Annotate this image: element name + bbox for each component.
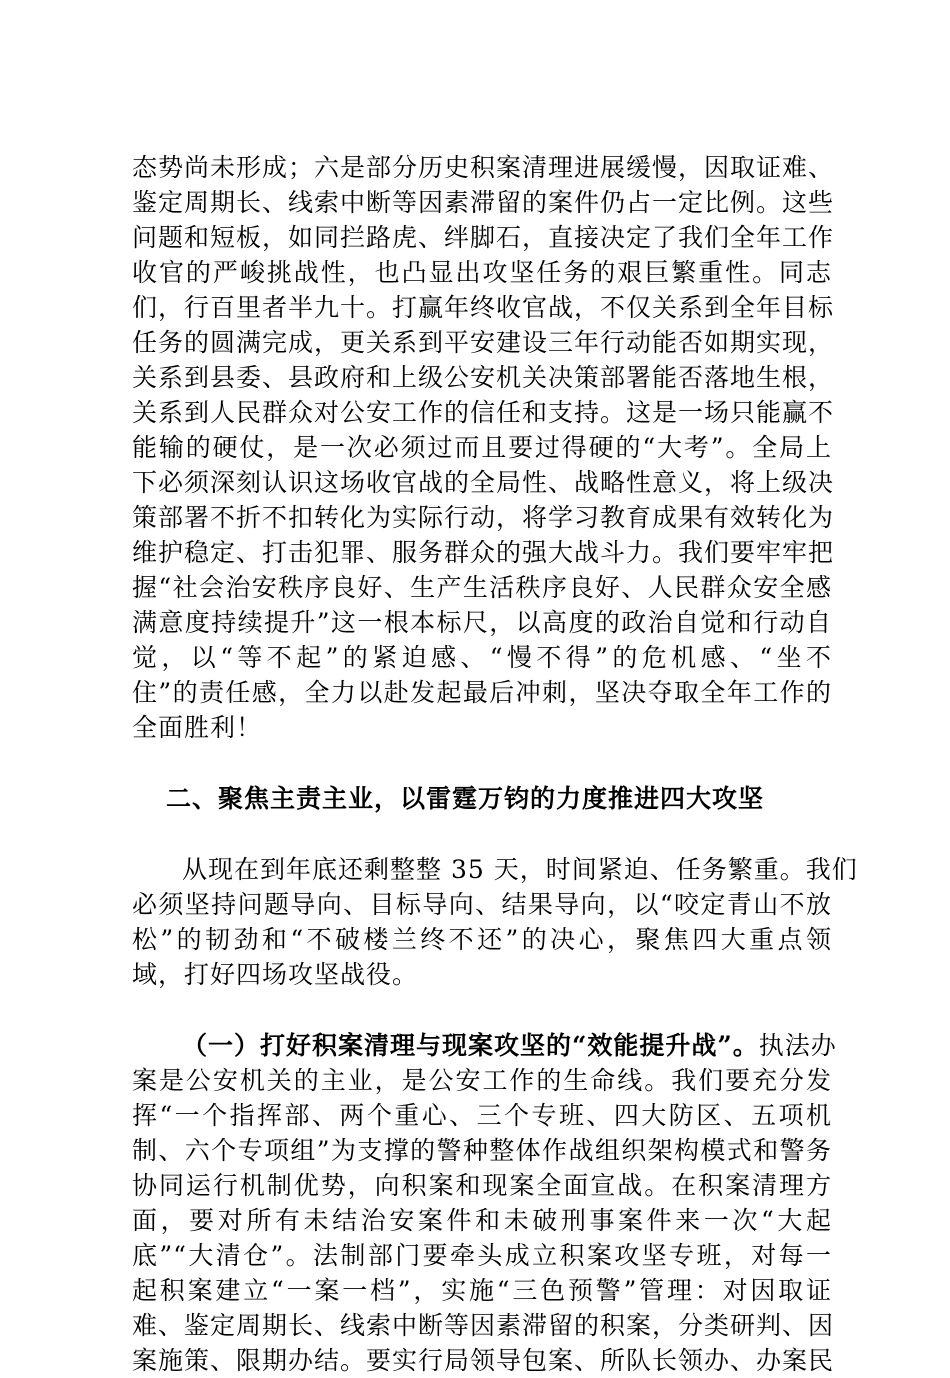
text-line: 策部署不折不扣转化为实际行动，将学习教育成果有效转化为 bbox=[132, 503, 835, 532]
text-line: 必须坚持问题导向、目标导向、结果导向，以“咬定青山不放 bbox=[132, 890, 832, 919]
text-line: 下必须深刻认识这场收官战的全局性、战略性意义，将上级决 bbox=[132, 468, 835, 497]
subheading: （一）打好积案清理与现案攻坚的“效能提升战”。 bbox=[182, 1031, 759, 1060]
section-heading: 二、聚焦主责主业，以雷霆万钧的力度推进四大攻坚 bbox=[166, 784, 765, 813]
text-line: 挥“一个指挥部、两个重心、三个专班、四大防区、五项机 bbox=[132, 1101, 832, 1130]
text-line: 域，打好四场攻坚战役。 bbox=[132, 960, 419, 989]
text-line: 从现在到年底还剩整整 35 天，时间紧迫、任务繁重。我们 bbox=[182, 855, 858, 884]
text-line-with-subheading bbox=[132, 1028, 837, 1063]
paragraph-case-clearance bbox=[132, 1028, 837, 1378]
text-line: 制、六个专项组”为支撑的警种整体作战组织架构模式和警务 bbox=[132, 1136, 832, 1165]
text-line: 住”的责任感，全力以赴发起最后冲刺，坚决夺取全年工作的 bbox=[132, 678, 832, 707]
text-line: 问题和短板，如同拦路虎、绊脚石，直接决定了我们全年工作 bbox=[132, 223, 835, 252]
paragraph-spacer bbox=[132, 992, 832, 1028]
text-line: 关系到县委、县政府和上级公安机关决策部署能否落地生根， bbox=[132, 363, 835, 392]
text-line: 能输的硬仗，是一次必须过而且要过得硬的“大考”。全局上 bbox=[132, 433, 832, 462]
text-line: 满意度持续提升”这一根本标尺，以高度的政治自觉和行动自 bbox=[132, 608, 832, 637]
text-line: 任务的圆满完成，更关系到平安建设三年行动能否如期实现， bbox=[132, 328, 835, 357]
text-line: 关系到人民群众对公安工作的信任和支持。这是一场只能赢不 bbox=[132, 398, 835, 427]
text-line: 案施策、限期办结。要实行局领导包案、所队长领办、办案民 bbox=[132, 1346, 835, 1375]
paragraph-intro bbox=[132, 852, 858, 992]
text-line: 难、鉴定周期长、线索中断等因素滞留的积案，分类研判、因 bbox=[132, 1311, 835, 1340]
text-line: 底”“大清仓”。法制部门要牵头成立积案攻坚专班，对每一 bbox=[132, 1241, 832, 1270]
text-line: 们，行百里者半九十。打赢年终收官战，不仅关系到全年目标 bbox=[132, 293, 835, 322]
text-line: 态势尚未形成；六是部分历史积案清理进展缓慢，因取证难、 bbox=[132, 153, 835, 182]
text-line: 协同运行机制优势，向积案和现案全面宣战。在积案清理方 bbox=[132, 1171, 832, 1200]
text-line: 觉，以“等不起”的紧迫感、“慢不得”的危机感、“坐不 bbox=[132, 643, 832, 672]
text-line: 鉴定周期长、线索中断等因素滞留的案件仍占一定比例。这些 bbox=[132, 188, 835, 217]
text-line: 案是公安机关的主业，是公安工作的生命线。我们要充分发 bbox=[132, 1066, 832, 1095]
text-line: 维护稳定、打击犯罪、服务群众的强大战斗力。我们要牢牢把 bbox=[132, 538, 835, 567]
paragraph-spacer bbox=[132, 816, 832, 852]
paragraph-situation-analysis bbox=[132, 150, 835, 745]
text-line: 面，要对所有未结治安案件和未破刑事案件来一次“大起 bbox=[132, 1206, 832, 1235]
text-line: 收官的严峻挑战性，也凸显出攻坚任务的艰巨繁重性。同志 bbox=[132, 258, 832, 287]
document-page bbox=[132, 150, 858, 1378]
text-line: 全面胜利！ bbox=[132, 713, 263, 742]
text-line: 握“社会治安秩序良好、生产生活秩序良好、人民群众安全感 bbox=[132, 573, 832, 602]
text-line: 起积案建立“一案一档”，实施“三色预警”管理：对因取证 bbox=[132, 1276, 832, 1305]
paragraph-spacer bbox=[132, 745, 832, 781]
text-line: 松”的韧劲和“不破楼兰终不还”的决心，聚焦四大重点领 bbox=[132, 925, 832, 954]
text-fragment: 执法办 bbox=[758, 1031, 837, 1060]
